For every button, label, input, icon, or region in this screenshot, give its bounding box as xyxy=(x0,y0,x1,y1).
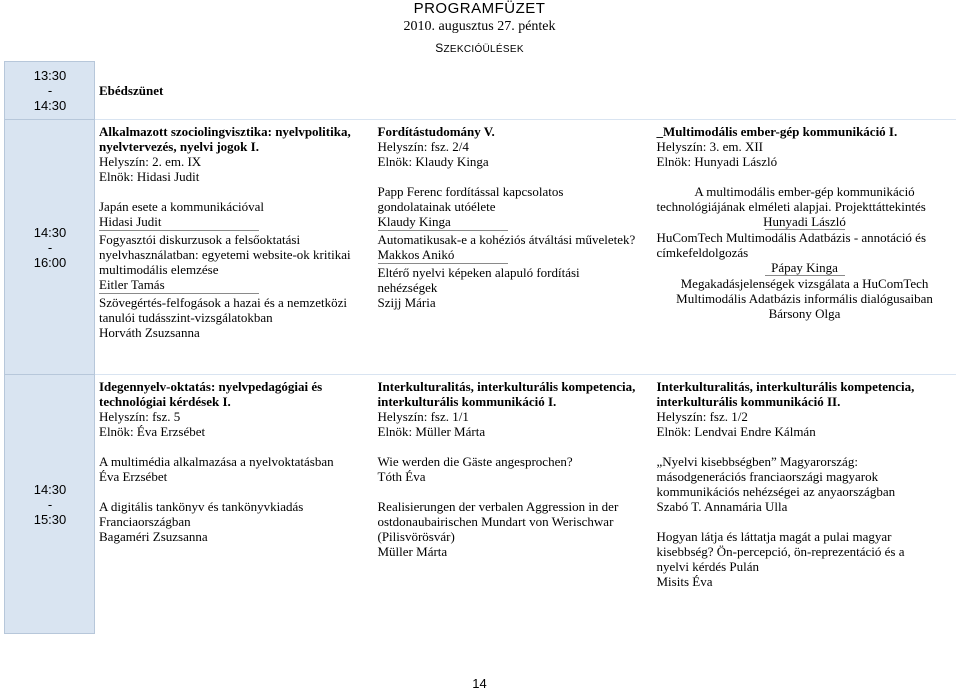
time-dash: - xyxy=(47,239,53,255)
talk-title: Realisierungen der verbalen Aggression in der xyxy=(377,499,619,514)
session-intercultural-1 xyxy=(374,375,653,634)
section-heading-initial: S xyxy=(435,41,444,55)
session-title: Interkulturalitás, interkulturális kompetencia, xyxy=(377,379,636,394)
program-title: PROGRAMFÜZET xyxy=(413,0,546,17)
divider xyxy=(99,293,259,294)
talk-speaker: Hunyadi László xyxy=(763,214,846,229)
session-place: Helyszín: 3. em. XII xyxy=(656,139,764,154)
session-place: Helyszín: fsz. 2/4 xyxy=(377,139,469,154)
session-intercultural-2 xyxy=(653,375,956,634)
page-number: 14 xyxy=(472,676,487,691)
talk-speaker: Tóth Éva xyxy=(377,469,426,484)
session-place: Helyszín: fsz. 5 xyxy=(99,409,181,424)
talk-speaker: Éva Erzsébet xyxy=(99,469,168,484)
session-chair: Elnök: Éva Erzsébet xyxy=(99,424,206,439)
talk-speaker: Bagaméri Zsuzsanna xyxy=(99,529,208,544)
session-title: _Multimodális ember-gép kommunikáció I. xyxy=(656,124,898,139)
talk-title-cont: nyelvi kérdés Pulán xyxy=(656,559,760,574)
session-chair: Elnök: Hidasi Judit xyxy=(99,169,200,184)
schedule-table xyxy=(4,61,956,634)
talk-speaker: Szabó T. Annamária Ulla xyxy=(656,499,788,514)
talk-title: A multimédia alkalmazása a nyelvoktatásban xyxy=(99,454,334,469)
session-title-cont: interkulturális kommunikáció I. xyxy=(377,394,557,409)
talk-title: „Nyelvi kisebbségben” Magyarország: xyxy=(656,454,858,469)
talk-title: Fogyasztói diskurzusok a felsőoktatási xyxy=(99,232,301,247)
talk-title: Szövegértés-felfogások a hazai és a nemzetközi xyxy=(99,295,347,310)
session-place: Helyszín: fsz. 1/2 xyxy=(656,409,748,424)
time-cell-block2 xyxy=(5,375,95,634)
talk-title: Automatikusak-e a kohéziós átváltási műveletek? xyxy=(377,232,636,247)
program-date: 2010. augusztus 27. péntek xyxy=(403,19,556,34)
session-place: Helyszín: fsz. 1/1 xyxy=(377,409,469,424)
talk-title-cont: nehézségek xyxy=(377,280,438,295)
divider xyxy=(378,230,508,231)
session-multimodal xyxy=(653,120,956,375)
talk-title: HuComTech Multimodális Adatbázis - annotáció és xyxy=(656,230,927,245)
session-translation-studies xyxy=(374,120,653,375)
talk-title: A digitális tankönyv és tankönyvkiadás xyxy=(99,499,304,514)
session-chair: Elnök: Klaudy Kinga xyxy=(377,154,489,169)
talk-title-cont: ostdonaubairischen Mundart von Werischwar xyxy=(377,514,614,529)
talk-title-cont: gondolatainak utóélete xyxy=(377,199,496,214)
session-title: Fordítástudomány V. xyxy=(377,124,495,139)
session-title-cont: nyelvtervezés, nyelvi jogok I. xyxy=(99,139,259,154)
talk-speaker: Hidasi Judit xyxy=(99,214,162,229)
talk-speaker: Misits Éva xyxy=(656,574,713,589)
talk-speaker: Pápay Kinga xyxy=(771,260,838,275)
talk-speaker: Bársony Olga xyxy=(768,306,841,321)
talk-speaker: Horváth Zsuzsanna xyxy=(99,325,200,340)
talk-title-cont: címkefeldolgozás xyxy=(656,245,749,260)
talk-title-cont: (Pilisvörösvár) xyxy=(377,529,455,544)
time-cell-lunch xyxy=(5,62,95,120)
talk-speaker: Müller Márta xyxy=(377,544,448,559)
talk-title: Papp Ferenc fordítással kapcsolatos xyxy=(377,184,564,199)
session-place: Helyszín: 2. em. IX xyxy=(99,154,202,169)
time-dash: - xyxy=(47,83,53,98)
lunch-row xyxy=(5,62,956,120)
session-chair: Elnök: Hunyadi László xyxy=(656,154,778,169)
talk-title-cont: tanulói tudásszint-vizsgálatokban xyxy=(99,310,273,325)
session-title-cont: interkulturális kommunikáció II. xyxy=(656,394,841,409)
time-start: 13:30 xyxy=(33,68,67,83)
time-end: 15:30 xyxy=(33,511,67,527)
talk-title-cont: nyelvhasználatban: egyetemi website-ok kritikai xyxy=(99,247,351,262)
session-chair: Elnök: Lendvai Endre Kálmán xyxy=(656,424,816,439)
session-title: Alkalmazott szociolingvisztika: nyelvpolitika, xyxy=(99,124,351,139)
talk-title: A multimodális ember-gép kommunikáció xyxy=(694,184,915,199)
talk-title: Wie werden die Gäste angesprochen? xyxy=(377,454,573,469)
session-sociolinguistics xyxy=(95,120,374,375)
talk-title-cont: másodgenerációs franciaországi magyarok xyxy=(656,469,879,484)
talk-title: Eltérő nyelvi képeken alapuló fordítási xyxy=(377,265,580,280)
section-heading-rest: ZEKCIÓÜLÉSEK xyxy=(443,44,524,55)
time-cell-block1 xyxy=(5,120,95,375)
talk-title-cont: Franciaországban xyxy=(99,514,191,529)
talk-speaker: Klaudy Kinga xyxy=(377,214,451,229)
section-heading xyxy=(0,41,959,55)
session-row-1 xyxy=(5,120,956,375)
time-start: 14:30 xyxy=(33,481,67,497)
talk-title-cont: Multimodális Adatbázis informális dialógusaiban xyxy=(676,291,933,306)
talk-title-cont: technológiájának elméleti alapjai. Projekttáttekintés xyxy=(656,199,926,214)
talk-speaker: Eitler Tamás xyxy=(99,277,165,292)
talk-title-cont: kisebbség? Ön-percepció, ön-reprezentáció és a xyxy=(656,544,905,559)
divider xyxy=(378,263,508,264)
time-end: 14:30 xyxy=(33,98,67,113)
lunch-label: Ebédszünet xyxy=(99,82,164,98)
time-dash: - xyxy=(47,496,53,512)
talk-title: Hogyan látja és láttatja magát a pulai magyar xyxy=(656,529,892,544)
session-row-2 xyxy=(5,375,956,634)
talk-speaker: Makkos Anikó xyxy=(377,247,455,262)
session-title: Idegennyelv-oktatás: nyelvpedagógiai és xyxy=(99,379,323,394)
session-title: Interkulturalitás, interkulturális kompetencia, xyxy=(656,379,915,394)
divider xyxy=(99,230,259,231)
session-language-teaching xyxy=(95,375,374,634)
talk-title-cont: multimodális elemzése xyxy=(99,262,219,277)
time-end: 16:00 xyxy=(33,254,67,270)
session-chair: Elnök: Müller Márta xyxy=(377,424,486,439)
time-start: 14:30 xyxy=(33,224,67,240)
session-title-cont: technológiai kérdések I. xyxy=(99,394,231,409)
talk-speaker: Szijj Mária xyxy=(377,295,436,310)
talk-title-cont: kommunikációs nehézségei az anyaországban xyxy=(656,484,896,499)
talk-title: Megakadásjelenségek vizsgálata a HuComTech xyxy=(680,276,929,291)
talk-title: Japán esete a kommunikációval xyxy=(99,199,264,214)
